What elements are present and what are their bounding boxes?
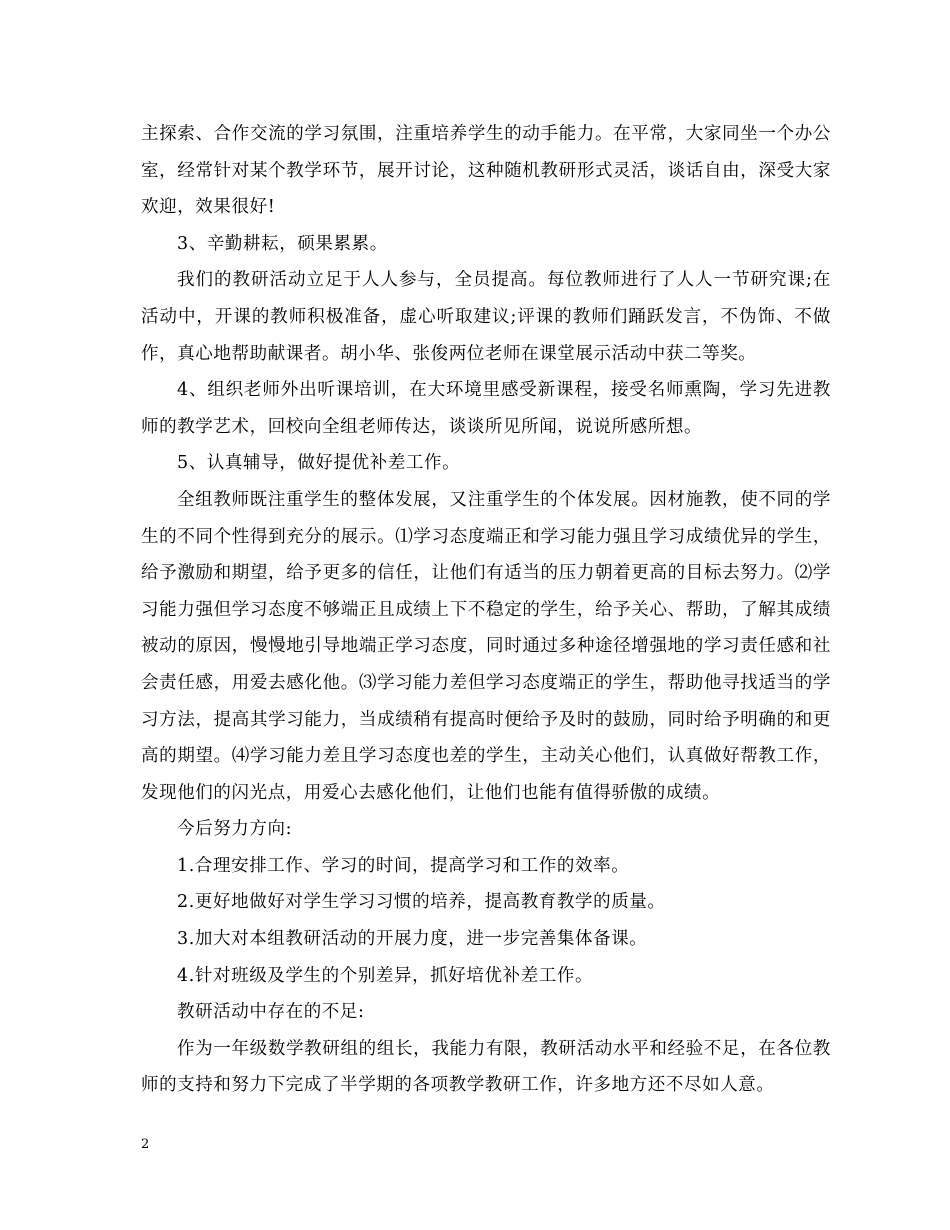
paragraph-4: 4、组织老师外出听课培训，在大环境里感受新课程，接受名师熏陶，学习先进教师的教学艺术，回校向全组老师传达，谈谈所见所闻，说说所感所想。 (141, 380, 831, 437)
paragraph-1: 主探索、合作交流的学习氛围，注重培养学生的动手能力。在平常，大家同坐一个办公室，经常针对某个教学环节，展开讨论，这种随机教研形式灵活，谈话自由，深受大家欢迎，效果很好! (141, 124, 831, 218)
paragraph-10: 3.加大对本组教研活动的开展力度，进一步完善集体备课。 (177, 929, 648, 950)
paragraph-8: 1.合理安排工作、学习的时间，提高学习和工作的效率。 (177, 855, 630, 876)
paragraph-12: 教研活动中存在的不足: (177, 1002, 365, 1023)
paragraph-11: 4.针对班级及学生的个别差异，抓好培优补差工作。 (177, 965, 594, 986)
paragraph-2: 3、辛勤耕耘，硕果累累。 (177, 233, 388, 254)
paragraph-13: 作为一年级数学教研组的组长，我能力有限，教研活动水平和经验不足，在各位教师的支持和努力下完成了半学期的各项教学教研工作，许多地方还不尽如人意。 (141, 1038, 831, 1096)
paragraph-5: 5、认真辅导，做好提优补差工作。 (177, 453, 461, 474)
paragraph-3: 我们的教研活动立足于人人参与，全员提高。每位教师进行了人人一节研究课;在活动中，开课的教师积极准备，虚心听取建议;评课的教师们踊跃发言，不伪饰、不做作，真心地帮助献课者。胡小华、张俊两位老师在课堂展示活动中获二等奖。 (141, 270, 831, 364)
paragraph-7: 今后努力方向: (177, 819, 293, 840)
page-number: 2 (141, 1137, 150, 1152)
paragraph-9: 2.更好地做好对学生学习习惯的培养，提高教育教学的质量。 (177, 892, 666, 913)
document-body (141, 116, 831, 1104)
paragraph-6: 全组教师既注重学生的整体发展，又注重学生的个体发展。因材施教，使不同的学生的不同个性得到充分的展示。⑴学习态度端正和学习能力强且学习成绩优异的学生，给予激励和期望，给予更多的信任，让他们有适当的压力朝着更高的目标去努力。⑵学习能力强但学习态度不够端正且成绩上下不稳定的学生，给予关心、帮助，了解其成绩被动的原因，慢慢地引导地端正学习态度，同时通过多种途径增强地的学习责任感和社会责任感，用爱去感化他。⑶学习能力差但学习态度端正的学生，帮助他寻找适当的学习方法，提高其学习能力，当成绩稍有提高时便给予及时的鼓励，同时给予明确的和更高的期望。⑷学习能力差且学习态度也差的学生，主动关心他们，认真做好帮教工作，发现他们的闪光点，用爱心去感化他们，让他们也能有值得骄傲的成绩。 (141, 489, 831, 803)
